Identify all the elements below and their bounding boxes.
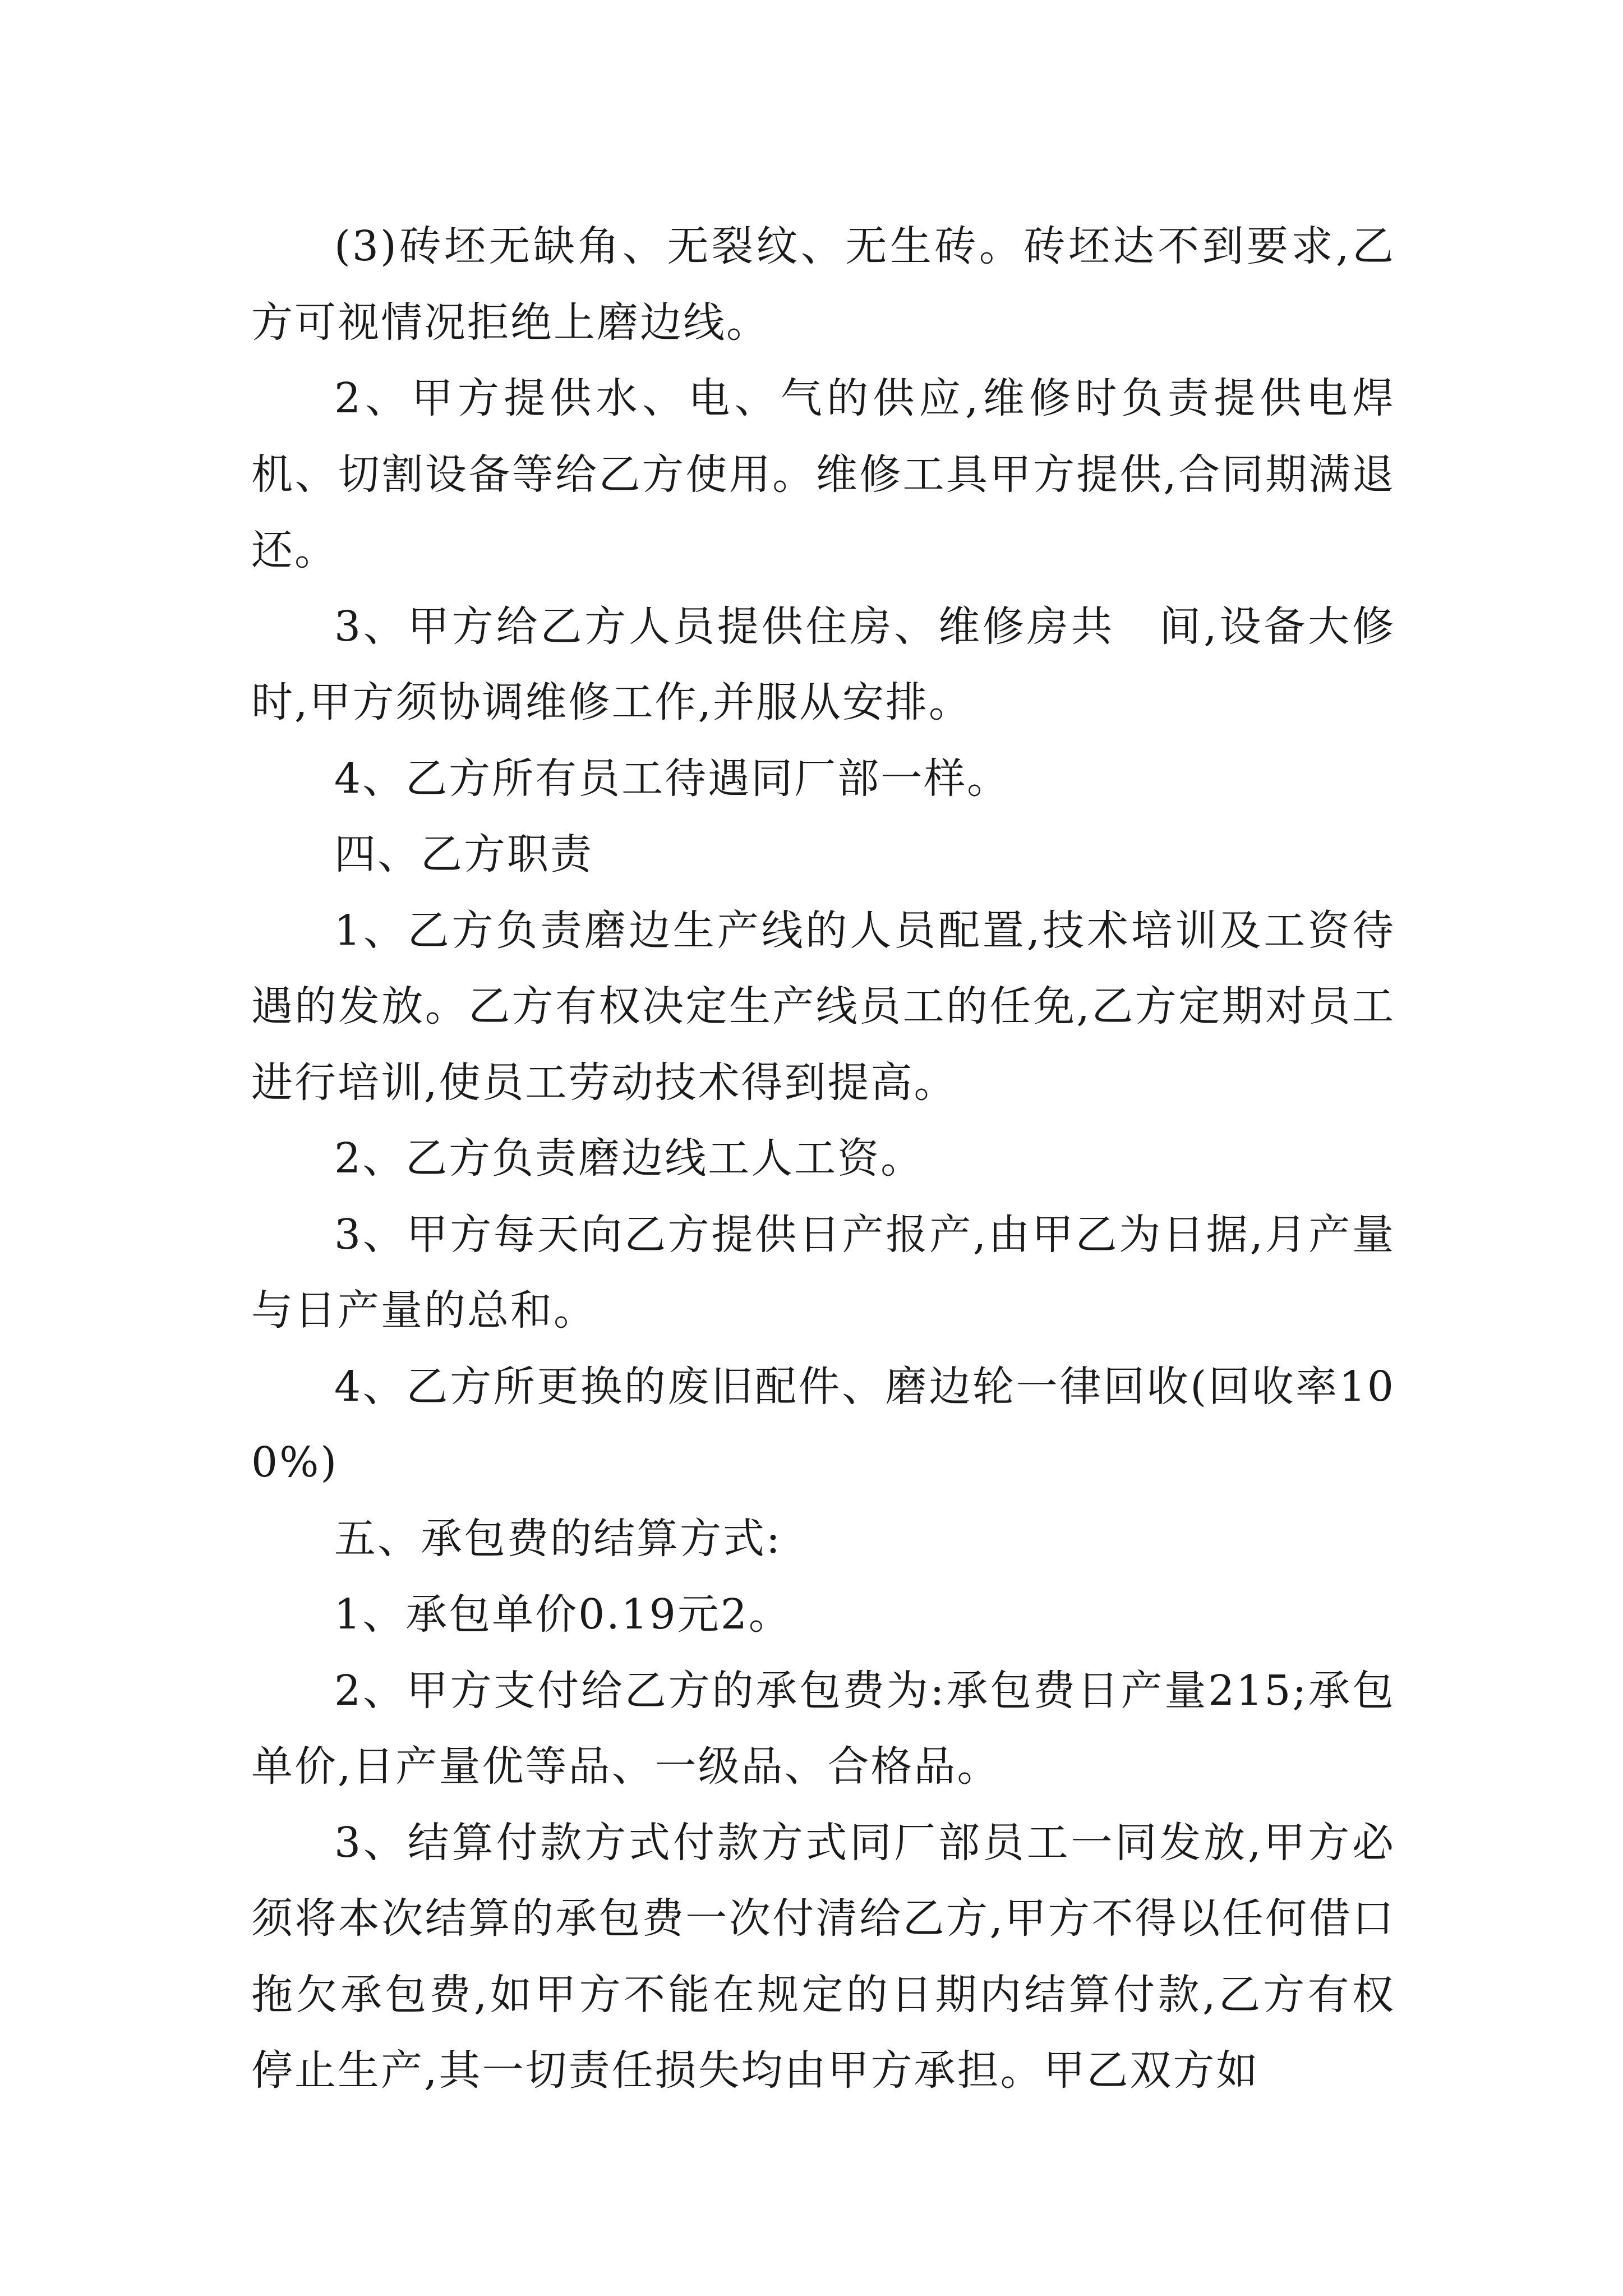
- paragraph-worker-wages: 2、乙方负责磨边线工人工资。: [334, 1134, 924, 1182]
- contract-text-block: [251, 209, 1395, 2109]
- section-heading-party-b-duties: 四、乙方职责: [334, 830, 593, 878]
- paragraph-party-a-utilities: 2、甲方提供水、电、气的供应,维修时负责提供电焊机、切割设备等给乙方使用。维修工具甲方提供,合同期满退还。: [251, 374, 1395, 574]
- paragraph-parts-recycling: 4、乙方所更换的废旧配件、磨边轮一律回收(回收率100%): [251, 1362, 1395, 1487]
- paragraph-daily-output-report: 3、甲方每天向乙方提供日产报产,由甲乙为日据,月产量与日产量的总和。: [251, 1210, 1395, 1335]
- paragraph-payment-method: 3、结算付款方式付款方式同厂部员工一同发放,甲方必须将本次结算的承包费一次付清给乙方,甲方不得以任何借口拖欠承包费,如甲方不能在规定的日期内结算付款,乙方有权停止生产,其一切责任损失均由甲方承担。甲乙双方如: [251, 1818, 1395, 2095]
- paragraph-staffing-training: 1、乙方负责磨边生产线的人员配置,技术培训及工资待遇的发放。乙方有权决定生产线员工的任免,乙方定期对员工进行培训,使员工劳动技术得到提高。: [251, 906, 1395, 1107]
- paragraph-unit-price: 1、承包单价0.19元2。: [334, 1590, 792, 1639]
- paragraph-brick-quality: (3)砖坯无缺角、无裂纹、无生砖。砖坯达不到要求,乙方可视情况拒绝上磨边线。: [251, 222, 1395, 347]
- section-heading-settlement: 五、承包费的结算方式:: [334, 1514, 782, 1563]
- paragraph-contract-fee-formula: 2、甲方支付给乙方的承包费为:承包费日产量215;承包单价,日产量优等品、一级品、合格品。: [251, 1666, 1395, 1791]
- paragraph-party-a-housing: 3、甲方给乙方人员提供住房、维修房共 间,设备大修时,甲方须协调维修工作,并服从安排。: [251, 602, 1395, 726]
- paragraph-staff-benefits: 4、乙方所有员工待遇同厂部一样。: [334, 754, 1011, 803]
